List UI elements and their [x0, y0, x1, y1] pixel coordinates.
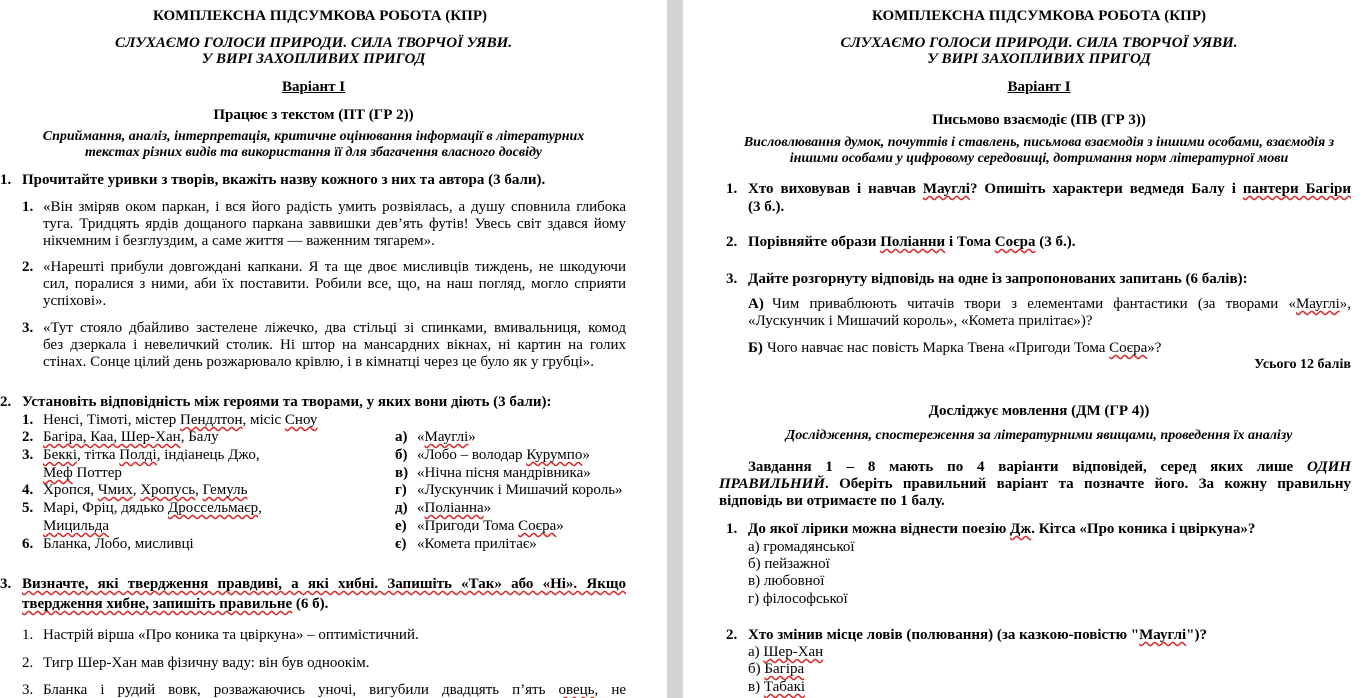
question-1-title: Прочитайте уривки з творів, вкажіть назву кожного з них та автора (3 бали). — [22, 172, 546, 188]
excerpt-2-line-2: сил, поралися з ними, аби їх поставити. Робили все, що, на наш погляд, могло сприяти — [43, 276, 626, 292]
excerpt-number: 2. — [22, 259, 34, 275]
work-title: «Мауглі» — [417, 429, 476, 445]
option-a-line-1: Чим приваблюють читачів твори з елементами фантастики (за творами «Мауглі», — [772, 296, 1351, 312]
section-2-description: Дослідження, спостереження за літературними явищами, проведення їх аналізу — [785, 428, 1293, 443]
answer-option: в) любовної — [748, 573, 825, 589]
section-description-1: Сприймання, аналіз, інтерпретація, критичне оцінювання інформації в літературних — [42, 129, 585, 144]
section-title: Працює з текстом (ПТ (ГР 2)) — [213, 107, 414, 123]
total-points: Усього 12 балів — [1254, 357, 1351, 372]
section-description-1: Висловлювання думок, почуттів і ставлень, письмова взаємодія з іншими особами, взаємодія з — [743, 135, 1335, 150]
question-1-line-2: (3 б.). — [748, 199, 785, 215]
page-header: КОМПЛЕКСНА ПІДСУМКОВА РОБОТА (КПР) — [153, 8, 487, 24]
subtitle-line-1: СЛУХАЄМО ГОЛОСИ ПРИРОДИ. СИЛА ТВОРЧОЇ УЯВИ. — [114, 35, 513, 51]
answer-option: б) Багіра — [748, 661, 805, 677]
question-2-title: Установіть відповідність між героями та творами, у яких вони діють (3 бали): — [22, 394, 552, 410]
test-question-1: До якої лірики можна віднести поезію Дж. Кітса «Про коника і цвіркуна»? — [748, 521, 1256, 537]
question-number: 1. — [726, 521, 738, 537]
question-3-title: Дайте розгорнуту відповідь на одне із запропонованих запитань (6 балів): — [748, 271, 1248, 287]
hero-number: 2. — [22, 429, 34, 445]
hero-number: 3. — [22, 447, 34, 463]
option-b-label: Б) — [748, 340, 763, 356]
work-title: «Лобо – володар Курумпо» — [417, 447, 590, 463]
statement-1: Настрій вірша «Про коника та цвіркуна» – оптимістичний. — [43, 627, 419, 643]
answer-option: а) Шер-Хан — [748, 644, 824, 660]
work-letter: д) — [395, 500, 408, 516]
question-3-title-line-1: Визначте, які твердження правдиві, а які хибні. Запишіть «Так» або «Ні». Якщо — [22, 576, 626, 592]
instructions-line-3: відповідь ви отримаєте по 1 балу. — [719, 493, 945, 509]
excerpt-2-line-3: успіхові». — [43, 293, 107, 309]
work-title: «Пригоди Тома Соєра» — [417, 518, 564, 534]
hero-number: 6. — [22, 536, 34, 552]
hero-group-6: Бланка, Лобо, мисливці — [43, 536, 194, 552]
work-title: «Комета прилітає» — [417, 536, 537, 552]
subtitle-line-1: СЛУХАЄМО ГОЛОСИ ПРИРОДИ. СИЛА ТВОРЧОЇ УЯВИ. — [840, 35, 1238, 51]
answer-option: в) Табакі — [748, 679, 806, 695]
excerpt-2-line-1: «Нарешті прибули довгождані капкани. Я та ще двоє мисливців тиждень, не шкодуючи — [43, 259, 626, 275]
hero-group-2: Багіра, Каа, Шер-Хан, Балу — [43, 429, 219, 445]
statement-2: Тигр Шер-Хан мав фізичну ваду: він був одноокім. — [43, 655, 370, 671]
statement-number: 1. — [22, 627, 34, 643]
hero-group-5-line-2: Мицильда — [43, 518, 110, 534]
variant-title: Варіант І — [281, 79, 346, 95]
excerpt-3-line-1: «Тут стояло дбайливо застелене ліжечко, два стільці зі спинками, вмивальниця, комод — [43, 320, 626, 336]
question-3-title-line-2: твердження хибне, запишіть правильне (6 б). — [22, 596, 329, 612]
question-number: 2. — [726, 234, 738, 250]
option-a-line-2: «Лускунчик і Мишачий король», «Комета прилітає»)? — [748, 313, 1093, 329]
instructions-line-2: ПРАВИЛЬНИЙ. Оберіть правильний варіант та позначте його. За кожну правильну — [719, 476, 1351, 492]
excerpt-1-line-2: туга. Тридцять ярдів дощаного паркана заввишки дев’ять футів! Увесь світ здався йому — [43, 216, 626, 232]
document-page-right — [683, 0, 1363, 698]
question-2: Порівняйте образи Поліанни і Тома Соєра (3 б.). — [748, 234, 1076, 250]
question-number: 1. — [726, 181, 738, 197]
question-number: 3. — [0, 576, 12, 592]
option-a-label: А) — [748, 296, 764, 312]
page-header: КОМПЛЕКСНА ПІДСУМКОВА РОБОТА (КПР) — [872, 8, 1206, 24]
work-title: «Поліанна» — [417, 500, 492, 516]
question-1-line-1: Хто виховував і навчав Мауглі? Опишіть характери ведмедя Балу і пантери Багіри — [748, 181, 1351, 197]
statement-number: 3. — [22, 682, 34, 698]
excerpt-1-line-1: «Він зміряв оком паркан, і вся його радість умить розвіялась, а душу сповнила глибока — [43, 199, 626, 215]
hero-group-1: Ненсі, Тімоті, містер Пендлтон, місіс Сноу — [43, 412, 318, 428]
section-description-2: іншими особами у цифровому середовищі, дотримання норм літературної мови — [789, 151, 1289, 166]
hero-group-5-line-1: Марі, Фріц, дядько Дроссельмаєр, — [43, 500, 262, 516]
question-number: 3. — [726, 271, 738, 287]
work-letter: в) — [395, 465, 409, 481]
hero-group-4: Хропся, Чмих, Хропусь, Гемуль — [43, 482, 248, 498]
question-number: 2. — [726, 627, 738, 643]
excerpt-1-line-3: нікчемним і безглуздим, а саме життя — важенним тягарем». — [43, 233, 435, 249]
hero-group-3-line-1: Беккі, тітка Полді, індіанець Джо, — [43, 447, 260, 463]
hero-number: 5. — [22, 500, 34, 516]
question-number: 2. — [0, 394, 12, 410]
document-page-left — [0, 0, 667, 698]
work-title: «Нічна пісня мандрівника» — [417, 465, 591, 481]
work-title: «Лускунчик і Мишачий король» — [417, 482, 623, 498]
subtitle-line-2: У ВИРІ ЗАХОПЛИВИХ ПРИГОД — [201, 51, 426, 67]
excerpt-number: 3. — [22, 320, 34, 336]
answer-option: б) пейзажної — [748, 556, 830, 572]
answer-option: а) громадянської — [748, 539, 855, 555]
hero-number: 4. — [22, 482, 34, 498]
section-description-2: текстах різних видів та використання її для збагачення власного досвіду — [84, 145, 542, 160]
hero-group-3-line-2: Меф Поттер — [43, 465, 122, 481]
instructions-line-1: Завдання 1 – 8 мають по 4 варіанти відповідей, серед яких лише ОДИН — [748, 459, 1351, 475]
variant-title: Варіант І — [1007, 79, 1071, 95]
excerpt-3-line-2: без дзеркала і невеличкий столик. Ні штор на мансардних вікнах, ні картин на голих — [43, 337, 626, 353]
excerpt-3-line-3: стінах. Сонце цілий день розжарювало крівлю, і в кімнатці через це було як у грубці». — [43, 354, 595, 370]
section-title: Письмово взаємодіє (ПВ (ГР 3)) — [932, 112, 1146, 128]
work-letter: б) — [395, 447, 408, 463]
excerpt-number: 1. — [22, 199, 34, 215]
work-letter: г) — [395, 482, 407, 498]
hero-number: 1. — [22, 412, 34, 428]
statement-number: 2. — [22, 655, 34, 671]
subtitle-line-2: У ВИРІ ЗАХОПЛИВИХ ПРИГОД — [927, 51, 1151, 67]
work-letter: е) — [395, 518, 407, 534]
option-b-text: Чого навчає нас повість Марка Твена «Пригоди Тома Соєра»? — [767, 340, 1162, 356]
statement-3: Бланка і рудий вовк, розважаючись уночі, вигубили двадцять п’ять овець, не — [43, 682, 627, 698]
section-2-title: Досліджує мовлення (ДМ (ГР 4)) — [928, 403, 1150, 419]
work-letter: а) — [395, 429, 408, 445]
work-letter: є) — [395, 536, 407, 552]
test-question-2: Хто змінив місце ловів (полювання) (за казкою-повістю "Мауглі")? — [748, 627, 1207, 643]
answer-option: г) філософської — [748, 591, 848, 607]
question-number: 1. — [0, 172, 12, 188]
